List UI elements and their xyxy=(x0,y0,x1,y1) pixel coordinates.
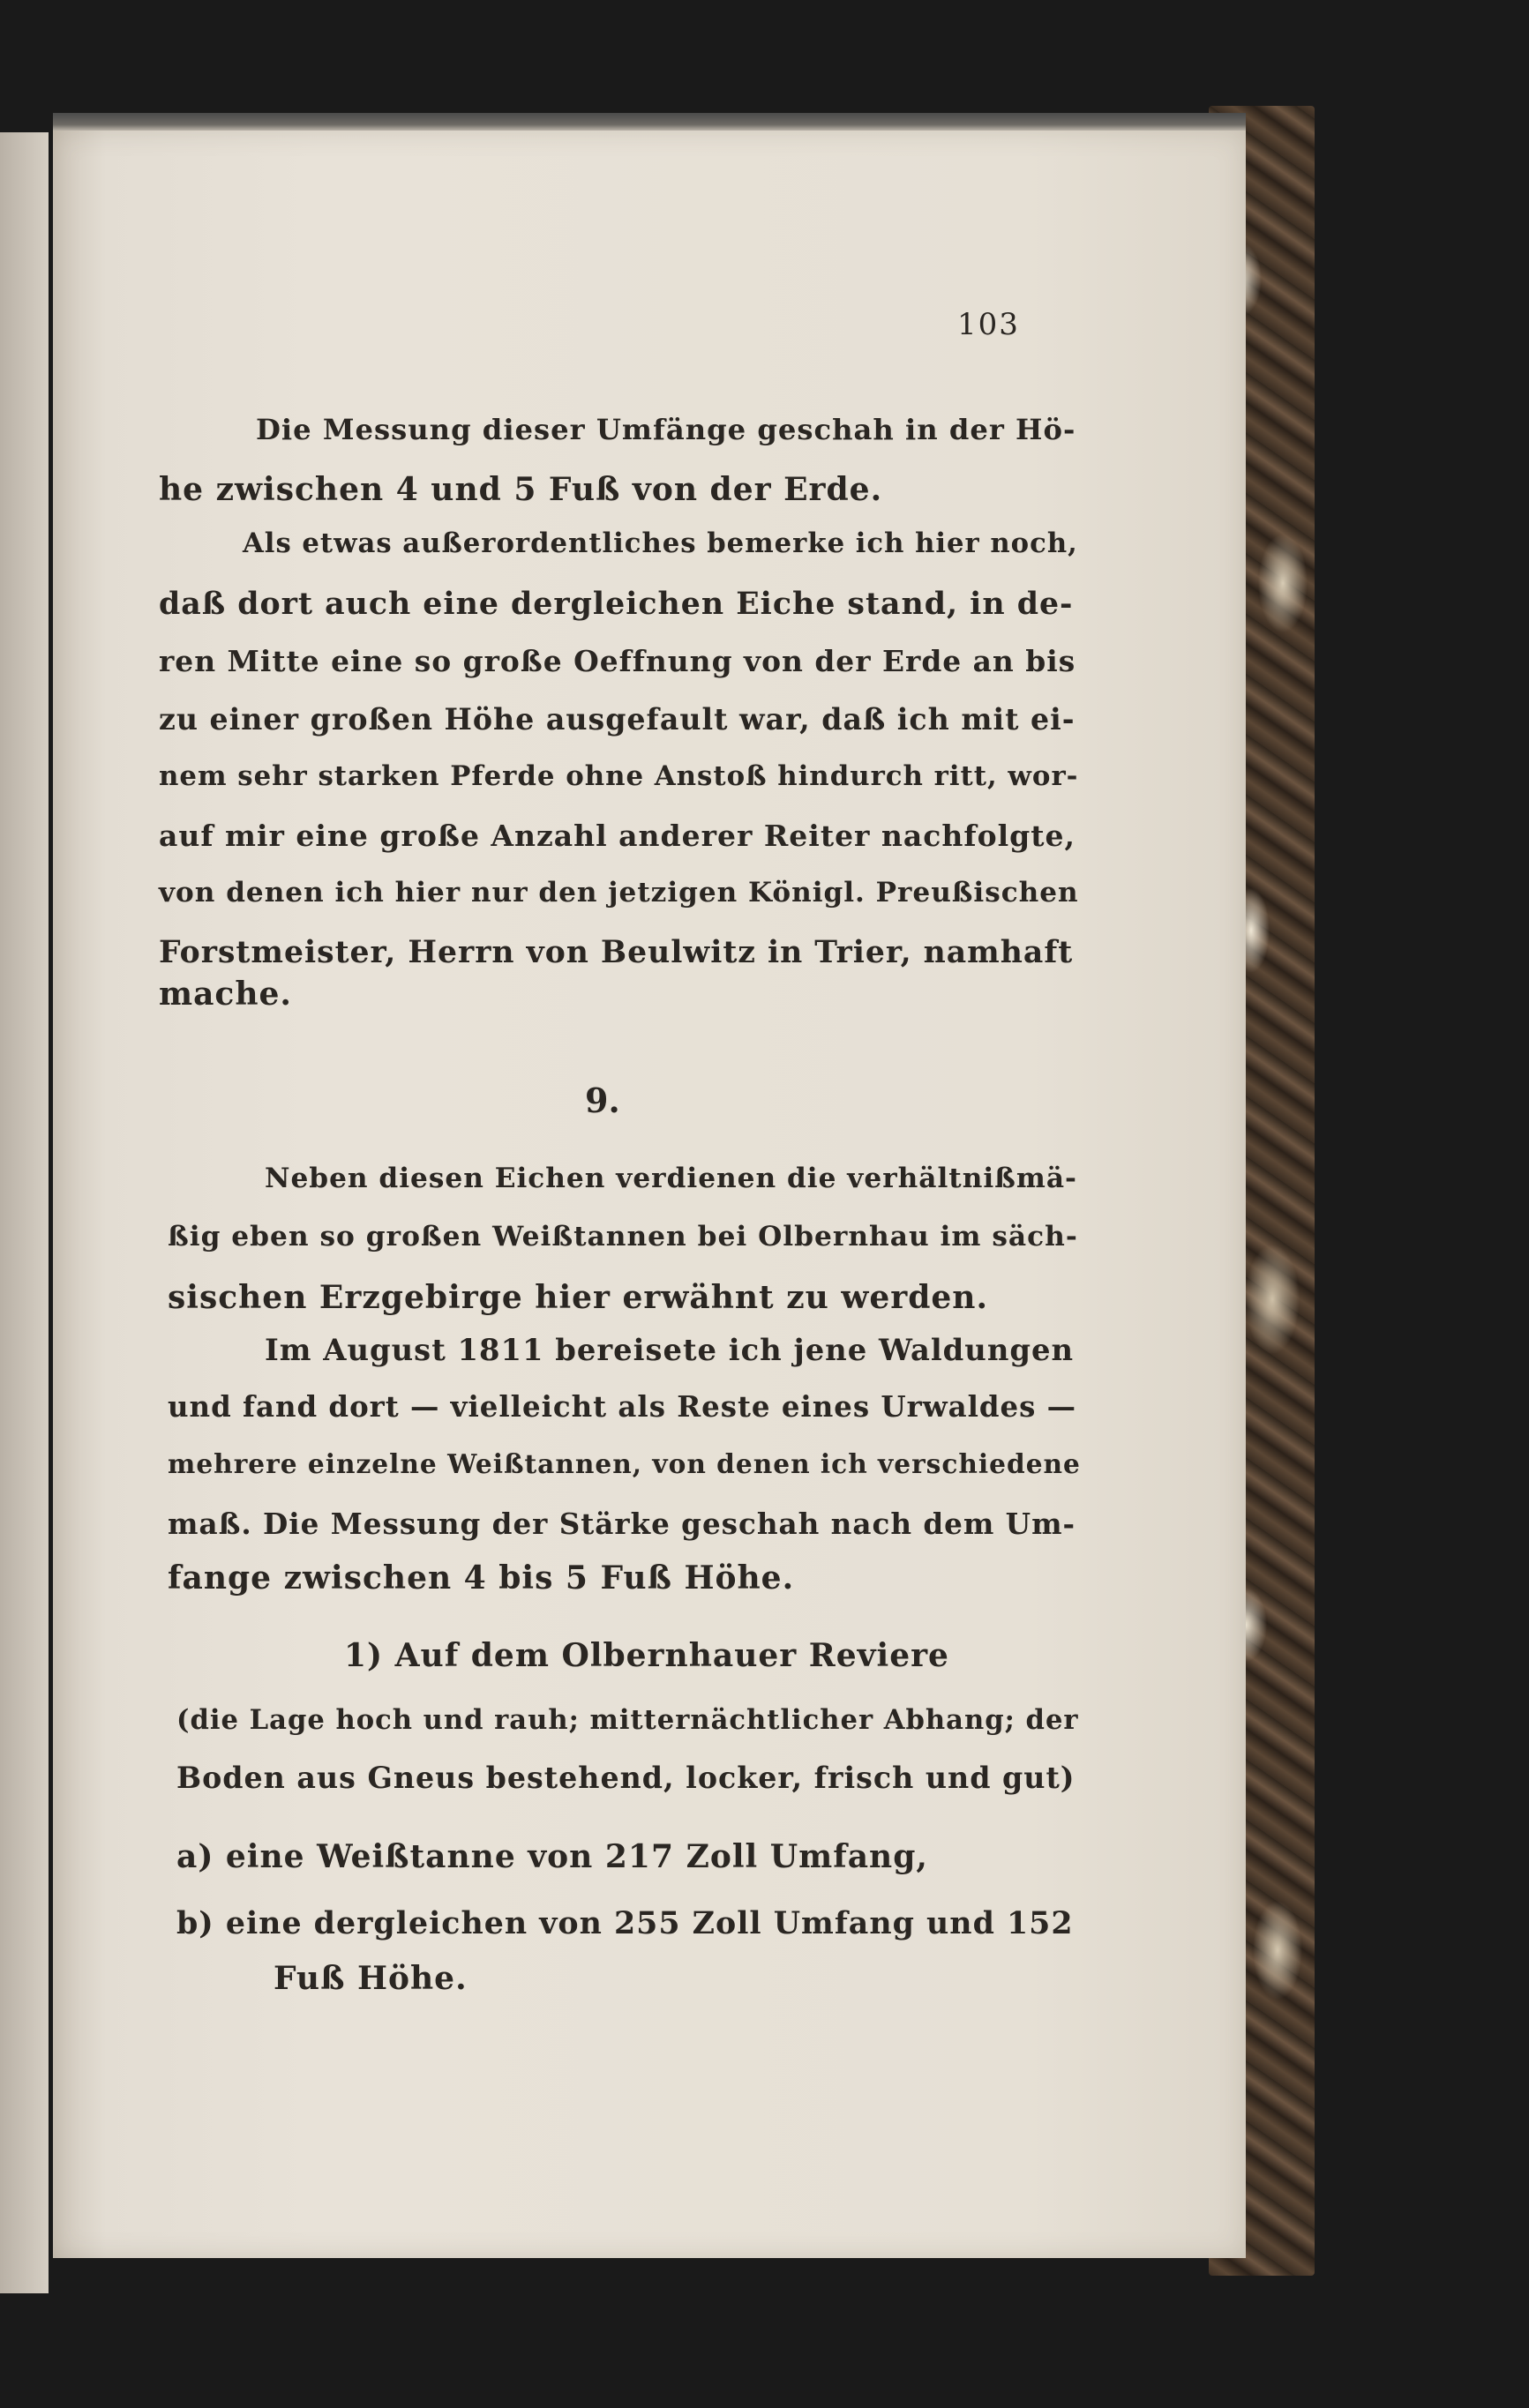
text-line: von denen ich hier nur den jetzigen Königl. Preußischen xyxy=(159,877,1079,909)
text-line: mehrere einzelne Weißtannen, von denen ich verschiedene xyxy=(168,1448,1081,1479)
text-line: Boden aus Gneus bestehend, locker, frisch und gut) xyxy=(176,1761,1076,1795)
facing-page-edge xyxy=(0,132,49,2293)
text-line: ren Mitte eine so große Oeffnung von der Erde an bis xyxy=(159,644,1076,678)
page-top-edge xyxy=(53,113,1246,132)
text-line: Fuß Höhe. xyxy=(274,1960,468,1997)
section-number: 9. xyxy=(585,1081,620,1120)
text-line: ßig eben so großen Weißtannen bei Olbernhau im säch- xyxy=(168,1221,1078,1253)
text-line: Als etwas außerordentliches bemerke ich hier noch, xyxy=(243,527,1078,559)
text-line: (die Lage hoch und rauh; mitternächtlicher Abhang; der xyxy=(176,1704,1079,1736)
text-line: Im August 1811 bereisete ich jene Waldungen xyxy=(265,1332,1075,1367)
text-line: mache. xyxy=(159,976,292,1013)
text-line: Die Messung dieser Umfänge geschah in der Hö- xyxy=(256,413,1076,446)
text-line: fange zwischen 4 bis 5 Fuß Höhe. xyxy=(168,1559,795,1597)
text-line: Forstmeister, Herrn von Beulwitz in Trier, namhaft xyxy=(159,935,1074,970)
text-line: nem sehr starken Pferde ohne Anstoß hindurch ritt, wor- xyxy=(159,760,1079,792)
text-line: maß. Die Messung der Stärke geschah nach dem Um- xyxy=(168,1507,1076,1541)
text-line: auf mir eine große Anzahl anderer Reiter nachfolgte, xyxy=(159,819,1076,853)
text-line: zu einer großen Höhe ausgefault war, daß ich mit ei- xyxy=(159,702,1076,737)
text-line: daß dort auch eine dergleichen Eiche stand, in de- xyxy=(159,586,1074,622)
list-item-b: b) eine dergleichen von 255 Zoll Umfang und 152 xyxy=(176,1905,1074,1941)
text-line: und fand dort — vielleicht als Reste eines Urwaldes — xyxy=(168,1390,1077,1424)
page-number: 103 xyxy=(957,307,1020,342)
text-line: sischen Erzgebirge hier erwähnt zu werden. xyxy=(168,1279,989,1316)
text-line: he zwischen 4 und 5 Fuß von der Erde. xyxy=(159,471,883,508)
list-item-a: a) eine Weißtanne von 217 Zoll Umfang, xyxy=(176,1838,928,1875)
text-line: Neben diesen Eichen verdienen die verhältnißmä- xyxy=(265,1163,1077,1194)
list-heading: 1) Auf dem Olbernhauer Reviere xyxy=(344,1637,949,1674)
